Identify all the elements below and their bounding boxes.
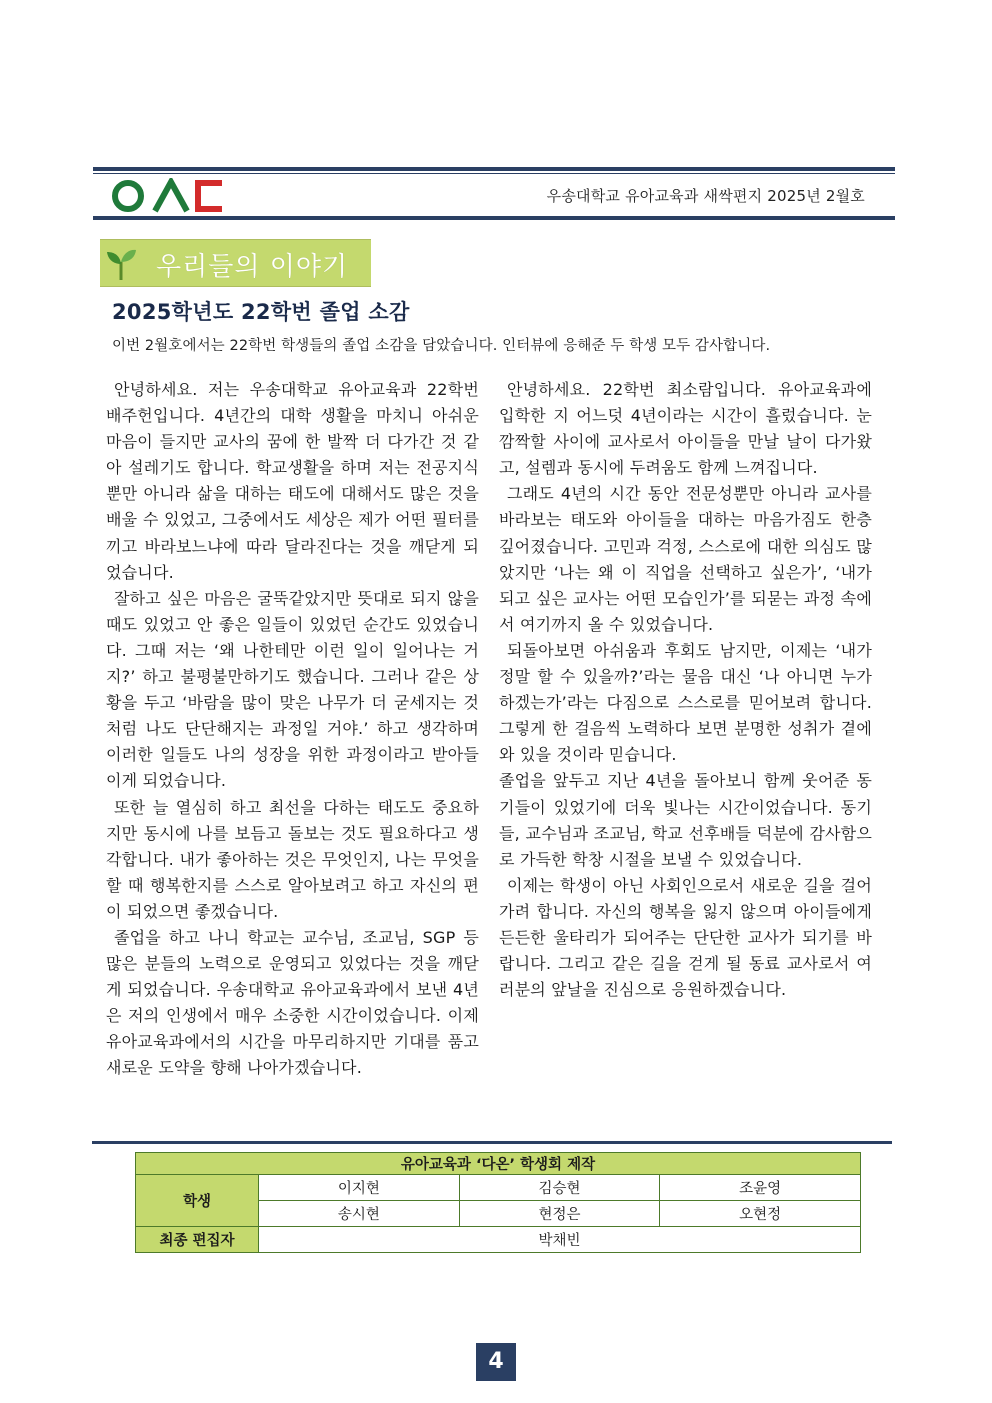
student-name: 조윤영 — [660, 1175, 861, 1201]
student-name: 현정은 — [459, 1201, 660, 1227]
left-column — [106, 377, 479, 1082]
student-name: 김승현 — [459, 1175, 660, 1201]
paragraph: 되돌아보면 아쉬움과 후회도 남지만, 이제는 ‘내가 정말 할 수 있을까?’라는 물음 대신 ‘나 아니면 누가 하겠는가’라는 다짐으로 스스로를 믿어보려 합니다. 그렇게 한 걸음씩 노력하다 보면 분명한 성취가 곁에 와 있을 것이라 믿습니다. — [499, 640, 872, 765]
footer-rule — [92, 1141, 892, 1144]
header-rule-thick — [93, 167, 895, 171]
paragraph: 그래도 4년의 시간 동안 전문성뿐만 아니라 교사를 바라보는 태도와 아이들을 대하는 마음가짐도 한층 깊어졌습니다. 고민과 걱정, 스스로에 대한 의심도 많았지만 ‘나는 왜 이 직업을 선택하고 싶은가’, ‘내가 되고 싶은 교사는 어떤 모습인가’를 되묻는 과정 속에서 여기까지 올 수 있었습니다. — [499, 484, 872, 634]
paragraph: 또한 늘 열심히 하고 최선을 다하는 태도도 중요하지만 동시에 나를 보듬고 돌보는 것도 필요하다고 생각합니다. 내가 좋아하는 것은 무엇인지, 나는 무엇을 할 때 행복한지를 스스로 알아보려고 하고 자신의 편이 되었으면 좋겠습니다. — [106, 797, 479, 921]
article-intro: 이번 2월호에서는 22학번 학생들의 졸업 소감을 담았습니다. 인터뷰에 응해준 두 학생 모두 감사합니다. — [112, 338, 771, 354]
page-number: 4 — [476, 1343, 516, 1381]
paragraph: 안녕하세요. 저는 우송대학교 유아교육과 22학번 배주헌입니다. 4년간의 대학 생활을 마치니 아쉬운 마음이 들지만 교사의 꿈에 한 발짝 더 다가간 것 같아 설레기도 합니다. 학교생활을 하며 저는 전공지식뿐만 아니라 삶을 대하는 태도에 대해서도 많은 것을 배울 수 있었고, 그중에서도 세상은 제가 어떤 필터를 끼고 바라보느냐에 따라 달라진다는 것을 깨닫게 되었습니다. — [106, 380, 479, 582]
section-label — [100, 239, 371, 287]
editor-label: 최종 편집자 — [136, 1227, 259, 1253]
credits-table — [135, 1152, 861, 1253]
sprout-icon — [104, 244, 138, 282]
section-title: 우리들의 이야기 — [156, 252, 349, 282]
paragraph: 졸업을 앞두고 지난 4년을 돌아보니 함께 웃어준 동기들이 있었기에 더욱 빛나는 시간이었습니다. 동기들, 교수님과 조교님, 학교 선후배들 덕분에 감사함으로 가득한 학창 시절을 보낼 수 있었습니다. — [499, 771, 872, 869]
student-name: 송시현 — [259, 1201, 460, 1227]
header-bar — [93, 176, 895, 216]
wsu-logo-icon — [111, 178, 226, 214]
paragraph: 졸업을 하고 나니 학교는 교수님, 조교님, SGP 등 많은 분들의 노력으로 운영되고 있었다는 것을 깨닫게 되었습니다. 우송대학교 유아교육과에서 보낸 4년은 저의 인생에서 매우 소중한 시간이었습니다. 이제 유아교육과에서의 시간을 마무리하지만 기대를 품고 새로운 도약을 향해 나아가겠습니다. — [106, 927, 479, 1078]
student-name: 이지현 — [259, 1175, 460, 1201]
header-rule-thin — [93, 173, 895, 174]
credits-title: 유아교육과 ‘다온’ 학생회 제작 — [136, 1153, 861, 1175]
masthead-text: 우송대학교 유아교육과 새싹편지 2025년 2월호 — [546, 187, 865, 205]
header-rule-under — [93, 216, 895, 220]
right-column — [499, 377, 872, 1003]
paragraph: 잘하고 싶은 마음은 굴뚝같았지만 뜻대로 되지 않을 때도 있었고 안 좋은 일들이 있었던 순간도 있었습니다. 그때 저는 ‘왜 나한테만 이런 일이 일어나는 거지?’ 하고 불평불만하기도 했습니다. 그러나 같은 상황을 두고 ‘바람을 많이 맞은 나무가 더 굳세지는 것처럼 나도 단단해지는 과정일 거야.’ 하고 생각하며 이러한 일들도 나의 성장을 위한 과정이라고 받아들이게 되었습니다. — [106, 588, 479, 791]
paragraph: 안녕하세요. 22학번 최소람입니다. 유아교육과에 입학한 지 어느덧 4년이라는 시간이 흘렀습니다. 눈 깜짝할 사이에 교사로서 아이들을 만날 날이 다가왔고, 설렘과 동시에 두려움도 함께 느껴집니다. — [499, 380, 872, 478]
students-label: 학생 — [136, 1175, 259, 1227]
article-title: 2025학년도 22학번 졸업 소감 — [112, 300, 410, 324]
paragraph: 이제는 학생이 아닌 사회인으로서 새로운 길을 걸어가려 합니다. 자신의 행복을 잃지 않으며 아이들에게 든든한 울타리가 되어주는 단단한 교사가 되기를 바랍니다. 그리고 같은 길을 걷게 될 동료 교사로서 여러분의 앞날을 진심으로 응원하겠습니다. — [499, 875, 872, 1000]
editor-name: 박채빈 — [259, 1227, 861, 1253]
student-name: 오현정 — [660, 1201, 861, 1227]
